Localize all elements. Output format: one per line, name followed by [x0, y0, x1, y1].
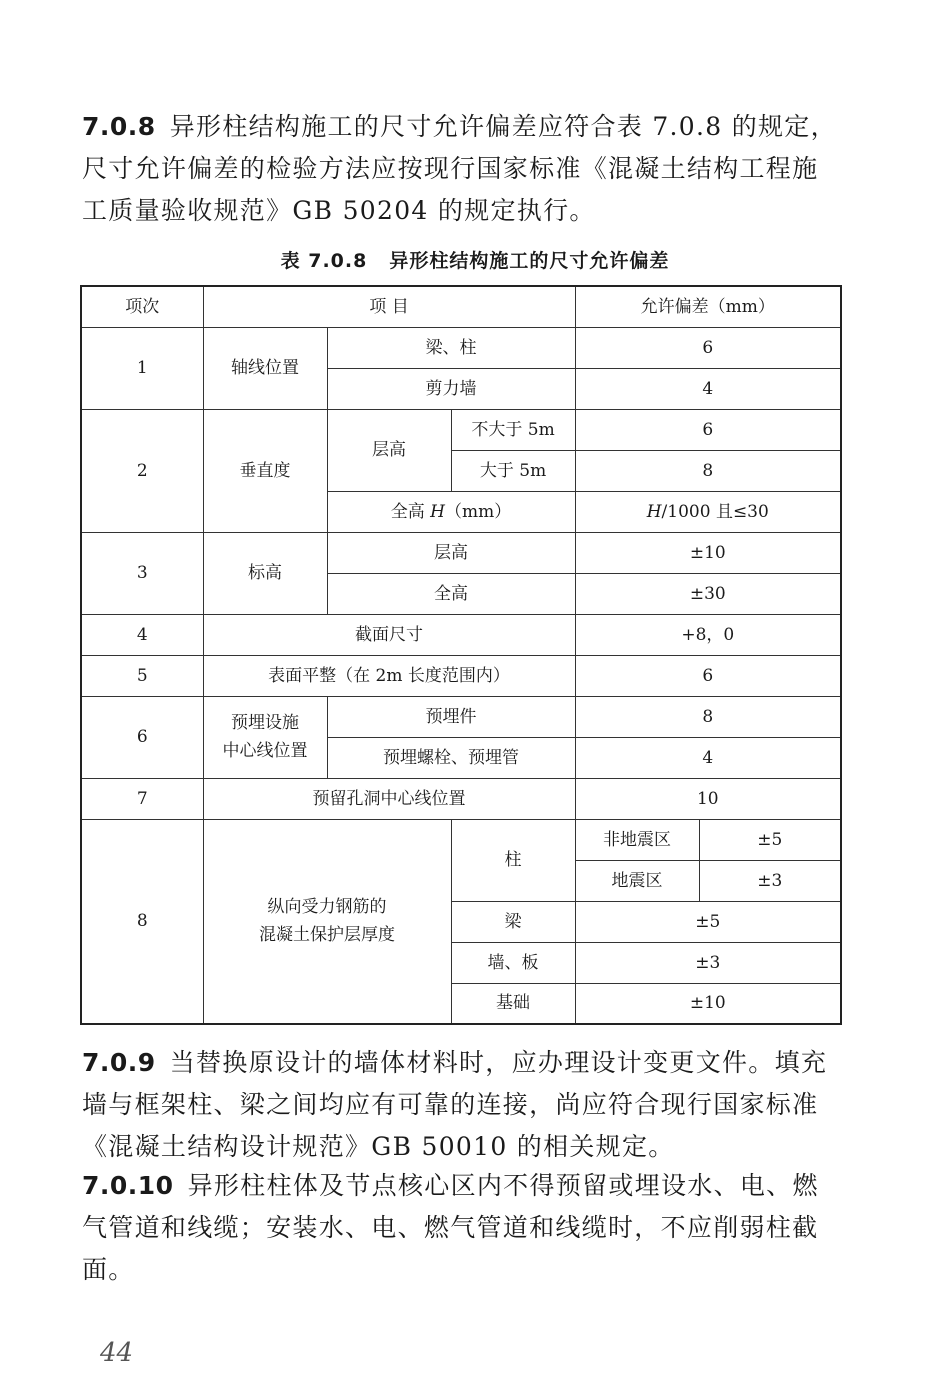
row-item: [203, 696, 327, 778]
sub-sub-item: 大于 5m: [451, 450, 575, 491]
header-item: 项 目: [203, 286, 575, 327]
table-caption: [0, 246, 950, 273]
clause-number: 7.0.9: [82, 1048, 156, 1077]
tolerance-value: ±3: [575, 942, 841, 983]
tolerance-value: ±30: [575, 573, 841, 614]
sub-sub-item: 不大于 5m: [451, 409, 575, 450]
table-row: [81, 655, 841, 696]
clause-number: 7.0.10: [82, 1171, 174, 1200]
tolerance-value: 6: [575, 409, 841, 450]
table-row: [81, 532, 841, 573]
row-number: 2: [81, 409, 203, 532]
sub-item: 层高: [327, 409, 451, 491]
header-tolerance: 允许偏差（mm）: [575, 286, 841, 327]
sub-item: 剪力墙: [327, 368, 575, 409]
row-item: 表面平整（在 2m 长度范围内）: [203, 655, 575, 696]
tolerance-value: 8: [575, 696, 841, 737]
tolerance-value: ±10: [575, 983, 841, 1024]
sub-sub-item: 非地震区: [575, 819, 699, 860]
row-item: 截面尺寸: [203, 614, 575, 655]
row-item: 标高: [203, 532, 327, 614]
row-item-line-1: 预埋设施: [231, 713, 299, 733]
sub-item: 基础: [451, 983, 575, 1024]
tolerance-value: 4: [575, 368, 841, 409]
tolerance-symbol: H: [646, 501, 662, 522]
row-number: 1: [81, 327, 203, 409]
tolerance-value: 10: [575, 778, 841, 819]
table-caption-number: 表 7.0.8: [280, 250, 368, 272]
row-item: 轴线位置: [203, 327, 327, 409]
tolerance-value: 4: [575, 737, 841, 778]
clause-text: 当替换原设计的墙体材料时，应办理设计变更文件。填充墙与框架柱、梁之间均应有可靠的连接，尚应符合现行国家标准《混凝土结构设计规范》GB 50010 的相关规定。: [82, 1048, 828, 1161]
tolerance-value: [575, 491, 841, 532]
tolerance-value: ±5: [575, 901, 841, 942]
tolerance-value: +8，0: [575, 614, 841, 655]
tolerance-value: ±10: [575, 532, 841, 573]
sub-item: [327, 491, 575, 532]
table-row: [81, 819, 841, 860]
sub-item: 柱: [451, 819, 575, 901]
clause-text: 异形柱结构施工的尺寸允许偏差应符合表 7.0.8 的规定，尺寸允许偏差的检验方法应按现行国家标准《混凝土结构工程施工质量验收规范》GB 50204 的规定执行。: [82, 112, 837, 225]
table-row: [81, 409, 841, 450]
table-row: [81, 778, 841, 819]
clause-text: 异形柱柱体及节点核心区内不得预留或埋设水、电、燃气管道和线缆；安装水、电、燃气管道和线缆时，不应削弱柱截面。: [82, 1171, 819, 1284]
sub-item: 预埋件: [327, 696, 575, 737]
sub-item: 梁: [451, 901, 575, 942]
row-item: [203, 819, 451, 1024]
sub-item-suffix: （mm）: [445, 501, 512, 522]
row-number: 8: [81, 819, 203, 1024]
row-item-line-2: 混凝土保护层厚度: [259, 925, 395, 946]
table-row: [81, 696, 841, 737]
page-number: 44: [100, 1338, 134, 1368]
header-no: 项次: [81, 286, 203, 327]
sub-item-symbol: H: [430, 501, 445, 522]
tolerance-value: 6: [575, 655, 841, 696]
table-header-row: [81, 286, 841, 327]
sub-item: 全高: [327, 573, 575, 614]
paragraph-7-0-10: [82, 1165, 842, 1291]
sub-item: 墙、板: [451, 942, 575, 983]
row-number: 6: [81, 696, 203, 778]
tolerance-value: 6: [575, 327, 841, 368]
tolerance-formula: /1000 且≤30: [661, 501, 769, 522]
sub-item: 梁、柱: [327, 327, 575, 368]
table-row: [81, 614, 841, 655]
tolerance-value: ±5: [699, 819, 841, 860]
sub-item: 层高: [327, 532, 575, 573]
sub-item: 预埋螺栓、预埋管: [327, 737, 575, 778]
tolerance-table: [80, 285, 842, 1025]
tolerance-value: 8: [575, 450, 841, 491]
row-item: 垂直度: [203, 409, 327, 532]
tolerance-value: ±3: [699, 860, 841, 901]
row-item: 预留孔洞中心线位置: [203, 778, 575, 819]
row-item-line-1: 纵向受力钢筋的: [267, 897, 387, 918]
table-row: [81, 327, 841, 368]
row-number: 5: [81, 655, 203, 696]
table-caption-title: 异形柱结构施工的尺寸允许偏差: [389, 250, 670, 272]
row-item-line-2: 中心线位置: [222, 741, 308, 761]
row-number: 3: [81, 532, 203, 614]
paragraph-7-0-8: [82, 106, 842, 232]
paragraph-7-0-9: [82, 1042, 842, 1168]
row-number: 7: [81, 778, 203, 819]
clause-number: 7.0.8: [82, 112, 156, 141]
sub-item-prefix: 全高: [390, 501, 431, 522]
row-number: 4: [81, 614, 203, 655]
sub-sub-item: 地震区: [575, 860, 699, 901]
